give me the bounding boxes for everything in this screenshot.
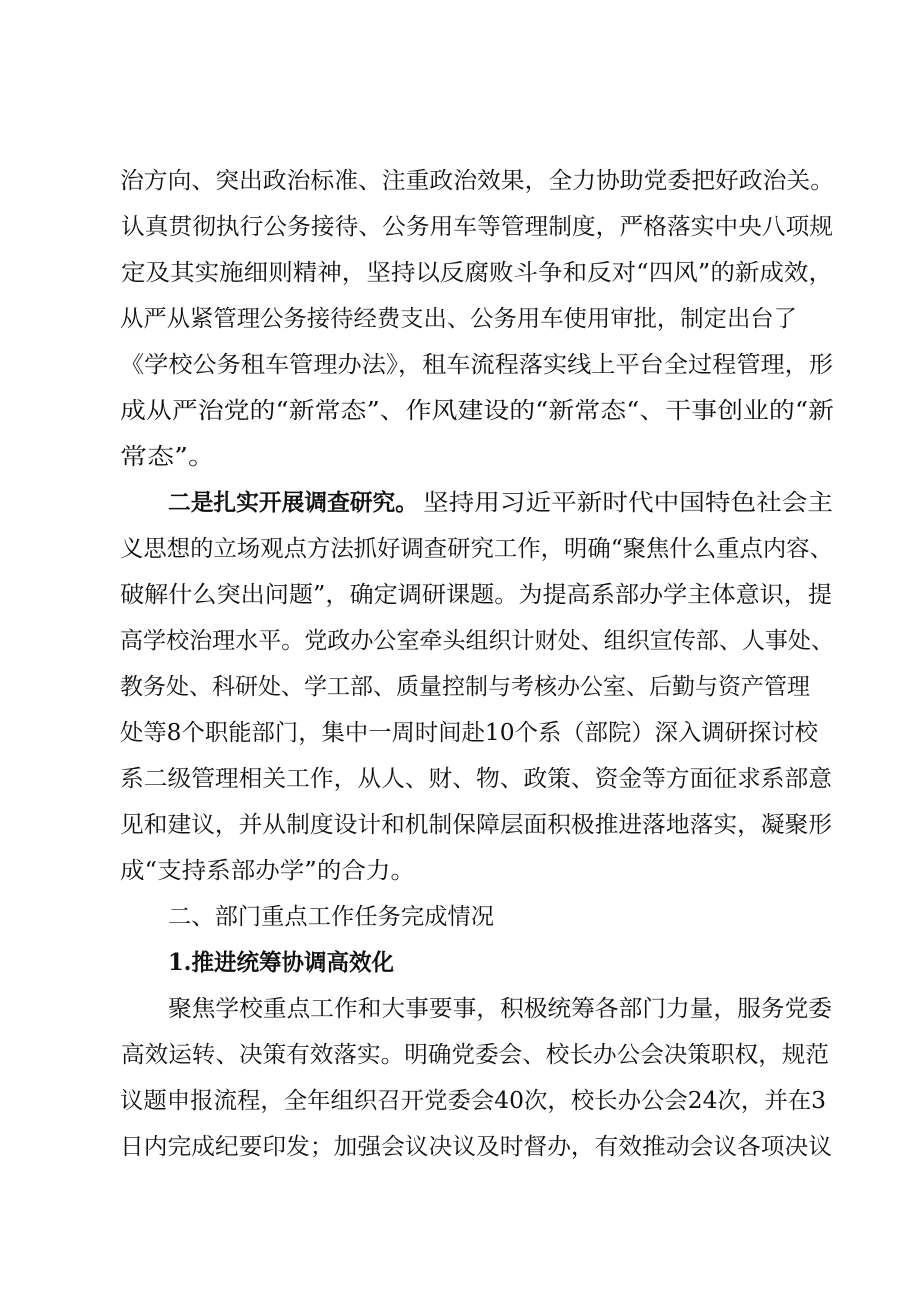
text-run: 高效运转、决策有效落实。明确党委会、校长办公会决策职权，规范: [121, 1042, 829, 1068]
paragraph-3-line-2: [0, 1035, 920, 1075]
paragraph-3-line-1: [0, 989, 920, 1029]
paragraph-1-line-4: [0, 299, 920, 339]
paragraph-1-line-3: [0, 253, 920, 293]
subheading: 1.推进统筹协调高效化: [168, 949, 394, 976]
text-run: 破解什么突出问题”，确定调研课题。为提高系部办学主体意识，提: [120, 582, 832, 608]
section-heading-line: [0, 897, 920, 937]
text-run: 高学校治理水平。党政办公室牵头组织计财处、组织宣传部、人事处、: [120, 628, 834, 654]
text-run: 从严从紧管理公务接待经费支出、公务用车使用审批，制定出台了: [120, 306, 797, 332]
paragraph-1-line-5: [0, 345, 920, 385]
paragraph-2-line-2: [0, 529, 920, 569]
text-run: 日内完成纪要印发；加强会议决议及时督办，有效推动会议各项决议: [120, 1134, 832, 1160]
text-run: 处等8个职能部门，集中一周时间赴10个系（部院）深入调研探讨校: [120, 720, 818, 746]
text-run: 教务处、科研处、学工部、质量控制与考核办公室、后勤与资产管理: [120, 674, 810, 700]
paragraph-1-line-6: [0, 391, 920, 431]
text-run: 定及其实施细则精神，坚持以反腐败斗争和反对“四风”的新成效，: [121, 260, 833, 286]
text-run: 聚焦学校重点工作和大事要事，积极统筹各部门力量，服务党委: [168, 996, 832, 1022]
text-run: 成“支持系部办学”的合力。: [120, 858, 415, 884]
text-run: 《学校公务租车管理办法》，租车流程落实线上平台全过程管理，形: [120, 352, 833, 378]
text-run: 议题申报流程，全年组织召开党委会40次，校长办公会24次，并在3: [120, 1088, 826, 1114]
paragraph-2-line-4: [0, 621, 920, 661]
text-run: 见和建议，并从制度设计和机制保障层面积极推进落地落实，凝聚形: [120, 812, 832, 838]
paragraph-1-line-2: [0, 207, 920, 247]
paragraph-1-line-7: [0, 437, 920, 477]
paragraph-2-line-1: [0, 483, 920, 523]
paragraph-3-line-4: [0, 1127, 920, 1167]
text-run: 坚持用习近平新时代中国特色社会主: [423, 490, 833, 516]
text-run: 系二级管理相关工作，从人、财、物、政策、资金等方面征求系部意: [120, 766, 832, 792]
text-run: 认真贯彻执行公务接待、公务用车等管理制度，严格落实中央八项规: [121, 214, 833, 240]
paragraph-2-line-3: [0, 575, 920, 615]
paragraph-2-line-6: [0, 713, 920, 753]
paragraph-1-line-1: [0, 161, 920, 201]
text-run: 成从严治党的“新常态”、作风建设的“新常态“、干事创业的“新: [120, 398, 834, 424]
paragraph-2-line-7: [0, 759, 920, 799]
text-run: 常态”。: [120, 444, 215, 470]
section-heading: 二、部门重点工作任务完成情况: [168, 904, 494, 930]
paragraph-3-line-3: [0, 1081, 920, 1121]
paragraph-2-line-8: [0, 805, 920, 845]
subheading-line: [0, 943, 920, 983]
paragraph-2-line-9: [0, 851, 920, 891]
paragraph-2-line-5: [0, 667, 920, 707]
text-run: 治方向、突出政治标准、注重政治效果，全力协助党委把好政治关。: [120, 168, 834, 194]
paragraph-2-lead: 二是扎实开展调查研究。: [168, 489, 418, 516]
text-run: 义思想的立场观点方法抓好调查研究工作，明确“聚焦什么重点内容、: [120, 536, 833, 562]
